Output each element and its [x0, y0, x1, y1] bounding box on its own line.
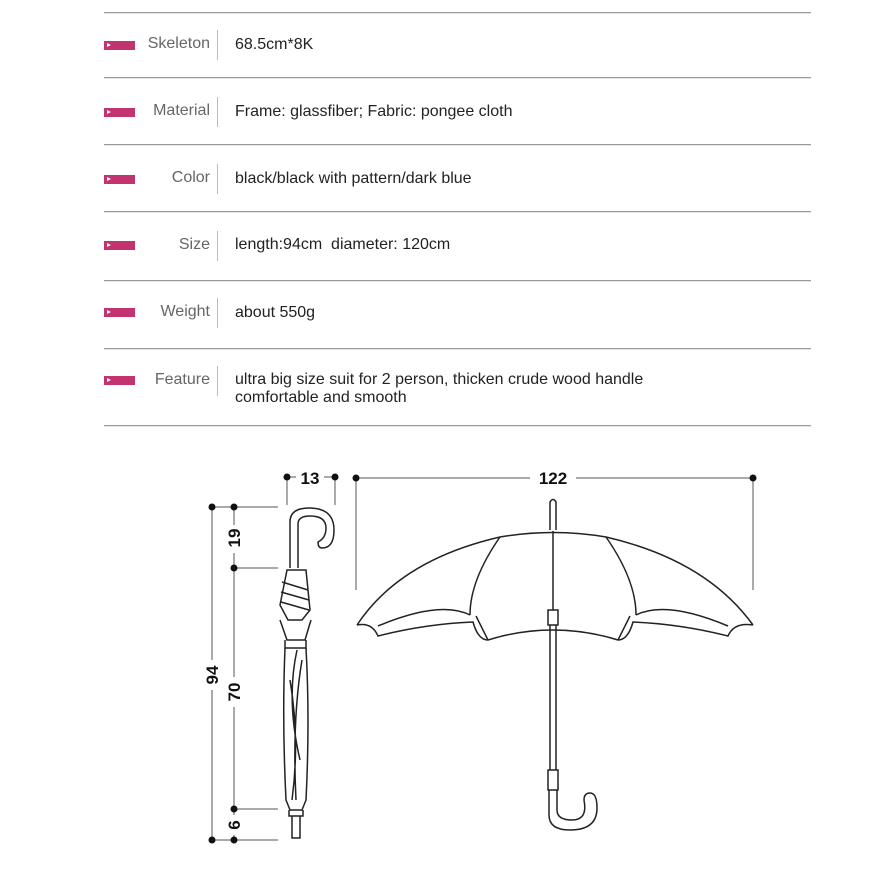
spec-value-line: ultra big size suit for 2 person, thicken crude wood handle: [235, 371, 644, 388]
dimension-total-length: 94: [203, 665, 222, 685]
spec-value: length:94cm diameter: 120cm: [235, 236, 451, 253]
open-umbrella-drawing: [357, 500, 753, 831]
dimension-canopy-length: 70: [225, 682, 244, 702]
spec-label: Skeleton: [147, 35, 210, 52]
spec-label: Weight: [160, 303, 210, 320]
closed-umbrella-drawing: [280, 508, 334, 838]
spec-value: 68.5cm*8K: [235, 36, 314, 53]
dimension-tip-length: 6: [225, 820, 244, 830]
spec-label: Material: [153, 102, 210, 119]
dimension-handle-length: 19: [225, 528, 244, 548]
spec-value: Frame: glassfiber; Fabric: pongee cloth: [235, 103, 513, 120]
dimension-handle-width: 13: [300, 469, 320, 488]
spec-label: Color: [171, 169, 210, 186]
spec-label: Feature: [154, 371, 210, 388]
spec-value: black/black with pattern/dark blue: [235, 170, 472, 187]
spec-value: about 550g: [235, 304, 316, 321]
dimension-open-width: 122: [538, 469, 568, 488]
spec-value-line: comfortable and smooth: [235, 389, 407, 406]
spec-label: Size: [178, 236, 210, 253]
